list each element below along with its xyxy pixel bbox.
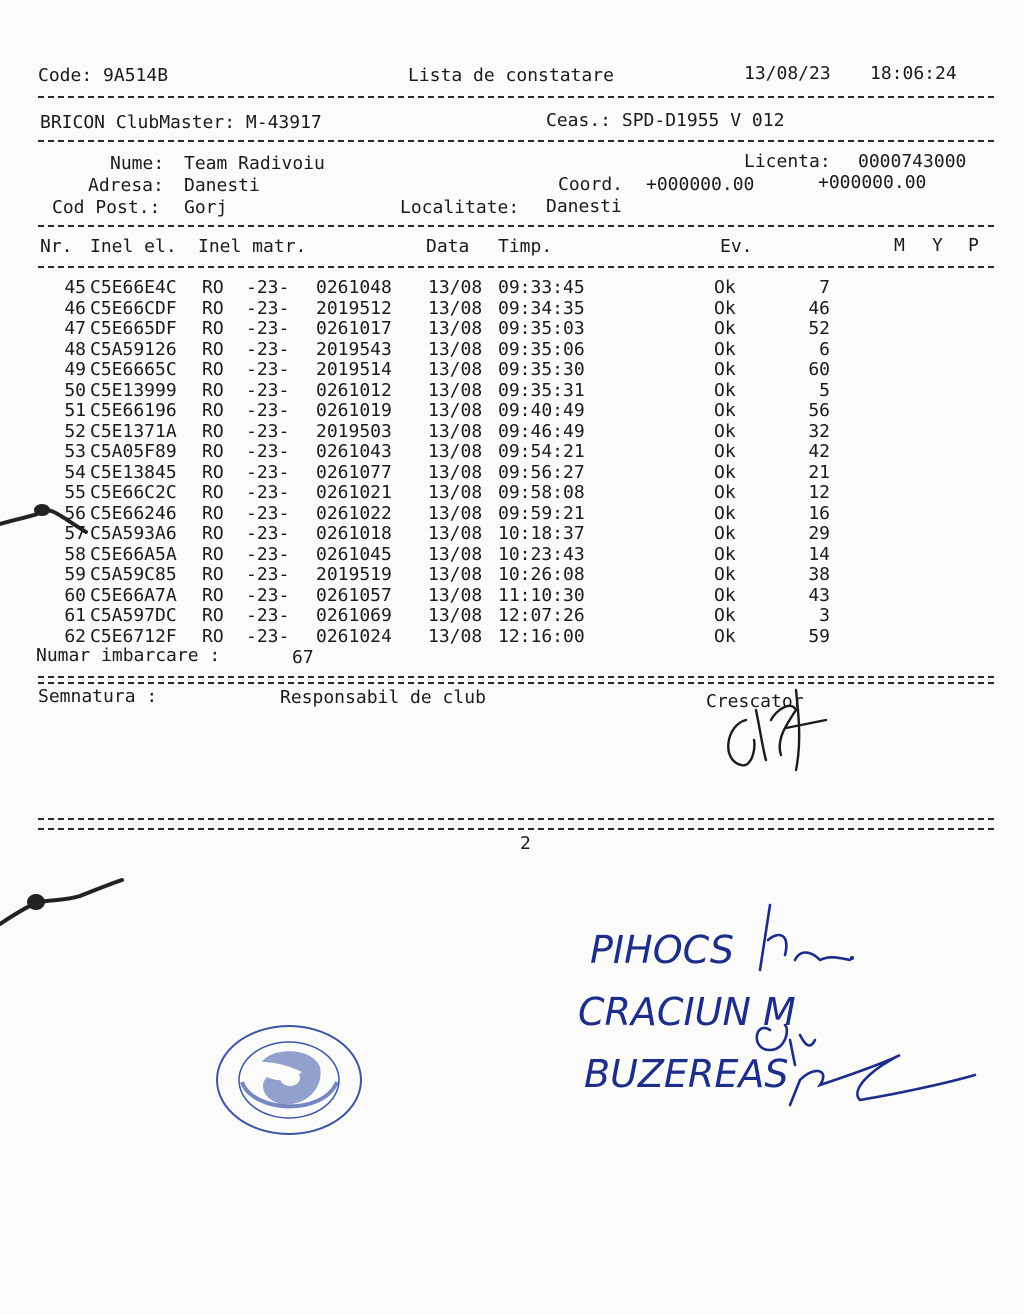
locality-value: Danesti [546, 196, 622, 217]
page-number: 2 [520, 833, 531, 854]
row-ring-el: C5A59126 [90, 338, 177, 360]
row-time: 11:10:30 [498, 584, 585, 606]
row-year: -23- [246, 523, 290, 544]
row-year: -23- [246, 277, 290, 298]
handwritten-name-3: BUZEREAS [584, 1052, 789, 1096]
row-nr: 62 [64, 625, 86, 647]
results-table [40, 278, 830, 647]
staple-mark [0, 874, 130, 934]
row-position: 6 [819, 338, 830, 360]
row-ring-el: C5E66A5A [90, 543, 177, 565]
row-date: 13/08 [428, 564, 483, 585]
row-event: Ok [714, 277, 736, 298]
row-time: 10:26:08 [498, 564, 585, 585]
postal-value: Gorj [184, 197, 228, 218]
row-ring-matr: 2019512 [316, 297, 392, 319]
row-nr: 61 [64, 605, 86, 626]
row-country: RO [202, 461, 224, 483]
row-nr: 48 [64, 338, 86, 360]
row-event: Ok [714, 359, 736, 380]
row-time: 09:56:27 [498, 461, 585, 483]
row-country: RO [202, 482, 224, 503]
row-nr: 50 [64, 379, 86, 401]
row-ring-el: C5E6712F [90, 625, 177, 647]
row-event: Ok [714, 564, 736, 585]
breeder-label: Crescator [706, 691, 804, 712]
row-date: 13/08 [428, 297, 483, 319]
row-ring-matr: 0261069 [316, 605, 392, 626]
row-year: -23- [246, 625, 290, 647]
table-row [40, 401, 830, 422]
col-header-nr: Nr. [40, 236, 73, 257]
row-country: RO [202, 379, 224, 401]
row-position: 7 [819, 277, 830, 298]
name-label: Nume: [110, 153, 165, 174]
row-ring-el: C5E665DF [90, 318, 177, 339]
row-position: 56 [808, 400, 830, 421]
row-year: -23- [246, 400, 290, 421]
col-header-ring-el: Inel el. [90, 236, 177, 257]
handwritten-signatures [740, 900, 980, 1110]
row-ring-matr: 0261022 [316, 502, 392, 524]
row-country: RO [202, 584, 224, 606]
row-ring-el: C5A597DC [90, 605, 177, 626]
license-label: Licenta: [744, 151, 831, 172]
table-row [40, 442, 830, 463]
row-nr: 59 [64, 564, 86, 585]
table-row [40, 586, 830, 607]
clubmaster-id: BRICON ClubMaster: M-43917 [40, 112, 322, 133]
row-date: 13/08 [428, 318, 483, 339]
separator-line [38, 682, 994, 684]
row-date: 13/08 [428, 441, 483, 462]
club-stamp [212, 1022, 366, 1138]
separator-line [38, 818, 994, 820]
row-time: 09:40:49 [498, 400, 585, 421]
row-country: RO [202, 441, 224, 462]
row-year: -23- [246, 461, 290, 483]
row-ring-matr: 0261043 [316, 441, 392, 462]
row-date: 13/08 [428, 277, 483, 298]
row-time: 09:35:06 [498, 338, 585, 360]
table-row [40, 483, 830, 504]
coord-y: +000000.00 [818, 172, 927, 193]
row-nr: 56 [64, 502, 86, 524]
row-date: 13/08 [428, 543, 483, 565]
row-date: 13/08 [428, 379, 483, 401]
separator-line [38, 96, 994, 98]
row-country: RO [202, 338, 224, 360]
row-ring-el: C5E6665C [90, 359, 177, 380]
print-date: 13/08/23 [744, 63, 831, 84]
row-date: 13/08 [428, 338, 483, 360]
row-event: Ok [714, 523, 736, 544]
row-country: RO [202, 502, 224, 524]
row-year: -23- [246, 584, 290, 606]
separator-line [38, 140, 994, 142]
row-position: 46 [808, 297, 830, 319]
row-nr: 45 [64, 277, 86, 298]
row-position: 52 [808, 318, 830, 339]
row-year: -23- [246, 605, 290, 626]
row-nr: 46 [64, 297, 86, 319]
owner-address: Danesti [184, 175, 260, 196]
separator-line [38, 225, 994, 227]
row-position: 16 [808, 502, 830, 524]
row-position: 29 [808, 523, 830, 544]
row-ring-matr: 0261057 [316, 584, 392, 606]
row-event: Ok [714, 502, 736, 524]
row-nr: 53 [64, 441, 86, 462]
row-event: Ok [714, 543, 736, 565]
row-time: 12:07:26 [498, 605, 585, 626]
row-event: Ok [714, 482, 736, 503]
row-event: Ok [714, 297, 736, 319]
col-header-ring-matr: Inel matr. [198, 236, 307, 257]
row-event: Ok [714, 338, 736, 360]
row-ring-matr: 0261024 [316, 625, 392, 647]
row-country: RO [202, 543, 224, 565]
document-title: Lista de constatare [408, 65, 614, 86]
row-year: -23- [246, 441, 290, 462]
col-header-ev: Ev. [720, 236, 753, 257]
row-nr: 47 [64, 318, 86, 339]
row-country: RO [202, 318, 224, 339]
separator-line [38, 828, 994, 830]
row-event: Ok [714, 584, 736, 606]
club-responsible-label: Responsabil de club [280, 687, 486, 708]
row-date: 13/08 [428, 400, 483, 421]
staple-mark [0, 496, 90, 536]
table-row [40, 504, 830, 525]
clock-id: Ceas.: SPD-D1955 V 012 [546, 110, 785, 131]
row-position: 42 [808, 441, 830, 462]
coord-x: +000000.00 [646, 174, 755, 195]
results-table-body [40, 278, 830, 647]
row-time: 09:54:21 [498, 441, 585, 462]
table-row [40, 524, 830, 545]
table-row [40, 319, 830, 340]
row-position: 60 [808, 359, 830, 380]
row-time: 10:23:43 [498, 543, 585, 565]
col-header-date: Data [426, 236, 470, 257]
row-year: -23- [246, 543, 290, 565]
table-row [40, 422, 830, 443]
row-year: -23- [246, 359, 290, 380]
table-row [40, 565, 830, 586]
license-number: 0000743000 [858, 151, 967, 172]
separator-line [38, 266, 994, 268]
row-position: 14 [808, 543, 830, 565]
row-position: 32 [808, 420, 830, 442]
postal-label: Cod Post.: [52, 197, 161, 218]
row-ring-matr: 0261012 [316, 379, 392, 401]
row-year: -23- [246, 318, 290, 339]
row-date: 13/08 [428, 502, 483, 524]
row-ring-matr: 0261019 [316, 400, 392, 421]
row-ring-el: C5E66196 [90, 400, 177, 421]
row-country: RO [202, 523, 224, 544]
row-nr: 52 [64, 420, 86, 442]
row-date: 13/08 [428, 482, 483, 503]
table-row [40, 360, 830, 381]
row-date: 13/08 [428, 359, 483, 380]
row-date: 13/08 [428, 605, 483, 626]
row-time: 09:59:21 [498, 502, 585, 524]
row-position: 5 [819, 379, 830, 401]
row-country: RO [202, 359, 224, 380]
row-year: -23- [246, 482, 290, 503]
row-date: 13/08 [428, 625, 483, 647]
col-header-m: M [894, 235, 905, 256]
row-ring-matr: 0261018 [316, 523, 392, 544]
table-row [40, 381, 830, 402]
row-ring-el: C5E13845 [90, 461, 177, 483]
row-event: Ok [714, 420, 736, 442]
row-ring-matr: 0261048 [316, 277, 392, 298]
coord-label: Coord. [558, 174, 624, 195]
document-code: Code: 9A514B [38, 65, 169, 86]
row-ring-matr: 2019514 [316, 359, 392, 380]
row-event: Ok [714, 400, 736, 421]
row-nr: 51 [64, 400, 86, 421]
table-row [40, 606, 830, 627]
row-ring-matr: 0261045 [316, 543, 392, 565]
row-ring-matr: 2019543 [316, 338, 392, 360]
row-nr: 57 [64, 523, 86, 544]
breeder-signature [716, 680, 828, 776]
col-header-p: P [968, 235, 979, 256]
row-country: RO [202, 564, 224, 585]
row-date: 13/08 [428, 523, 483, 544]
row-position: 12 [808, 482, 830, 503]
boarding-label: Numar imbarcare : [36, 645, 221, 666]
owner-name: Team Radivoiu [184, 153, 325, 174]
handwritten-name-1: PIHOCS [590, 928, 734, 972]
row-time: 09:35:03 [498, 318, 585, 339]
row-country: RO [202, 297, 224, 319]
signature-label: Semnatura : [38, 686, 158, 707]
row-ring-el: C5A593A6 [90, 523, 177, 544]
row-nr: 55 [64, 482, 86, 503]
row-event: Ok [714, 379, 736, 401]
row-time: 09:58:08 [498, 482, 585, 503]
row-position: 38 [808, 564, 830, 585]
row-year: -23- [246, 338, 290, 360]
table-row [40, 545, 830, 566]
row-ring-el: C5E1371A [90, 420, 177, 442]
row-date: 13/08 [428, 584, 483, 606]
row-country: RO [202, 625, 224, 647]
row-ring-el: C5E66246 [90, 502, 177, 524]
row-position: 3 [819, 605, 830, 626]
table-row [40, 340, 830, 361]
row-ring-matr: 0261017 [316, 318, 392, 339]
locality-label: Localitate: [400, 197, 520, 218]
col-header-time: Timp. [498, 236, 553, 257]
row-country: RO [202, 277, 224, 298]
boarding-count: 67 [292, 647, 314, 668]
row-ring-el: C5E13999 [90, 379, 177, 401]
row-ring-matr: 2019519 [316, 564, 392, 585]
row-year: -23- [246, 379, 290, 401]
row-time: 09:34:35 [498, 297, 585, 319]
row-date: 13/08 [428, 420, 483, 442]
row-year: -23- [246, 564, 290, 585]
row-position: 43 [808, 584, 830, 606]
row-time: 09:33:45 [498, 277, 585, 298]
table-row [40, 278, 830, 299]
row-ring-el: C5E66A7A [90, 584, 177, 606]
row-event: Ok [714, 441, 736, 462]
row-ring-el: C5E66CDF [90, 297, 177, 319]
row-ring-el: C5E66E4C [90, 277, 177, 298]
row-event: Ok [714, 605, 736, 626]
row-time: 10:18:37 [498, 523, 585, 544]
row-ring-matr: 2019503 [316, 420, 392, 442]
row-time: 12:16:00 [498, 625, 585, 647]
row-year: -23- [246, 420, 290, 442]
row-time: 09:35:31 [498, 379, 585, 401]
separator-line [38, 676, 994, 678]
row-nr: 54 [64, 461, 86, 483]
row-ring-el: C5A59C85 [90, 564, 177, 585]
row-event: Ok [714, 318, 736, 339]
print-time: 18:06:24 [870, 63, 957, 84]
row-year: -23- [246, 502, 290, 524]
row-date: 13/08 [428, 461, 483, 483]
table-row [40, 299, 830, 320]
row-time: 09:35:30 [498, 359, 585, 380]
address-label: Adresa: [88, 175, 164, 196]
row-ring-matr: 0261021 [316, 482, 392, 503]
row-event: Ok [714, 461, 736, 483]
row-ring-el: C5E66C2C [90, 482, 177, 503]
row-country: RO [202, 420, 224, 442]
table-row [40, 463, 830, 484]
table-row [40, 627, 830, 648]
row-nr: 49 [64, 359, 86, 380]
col-header-y: Y [932, 235, 943, 256]
row-event: Ok [714, 625, 736, 647]
row-position: 59 [808, 625, 830, 647]
handwritten-name-2: CRACIUN M [578, 990, 796, 1034]
row-nr: 58 [64, 543, 86, 565]
row-country: RO [202, 400, 224, 421]
row-ring-el: C5A05F89 [90, 441, 177, 462]
row-nr: 60 [64, 584, 86, 606]
row-position: 21 [808, 461, 830, 483]
row-ring-matr: 0261077 [316, 461, 392, 483]
row-year: -23- [246, 297, 290, 319]
row-time: 09:46:49 [498, 420, 585, 442]
row-country: RO [202, 605, 224, 626]
